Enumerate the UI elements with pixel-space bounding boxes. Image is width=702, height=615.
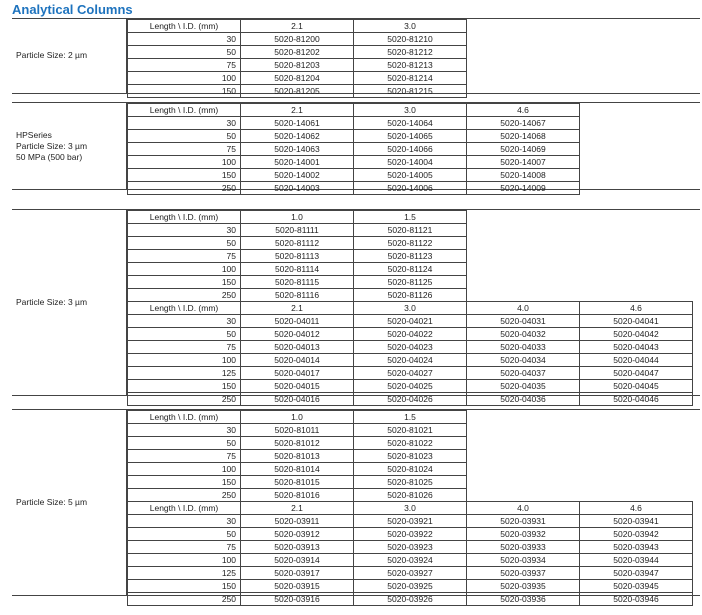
table-row [128, 143, 693, 156]
part-number-cell: 5020-04033 [467, 341, 580, 354]
part-number-cell: 5020-03936 [467, 593, 580, 606]
id-header: 2.1 [241, 20, 354, 33]
part-number-cell: 5020-81016 [241, 489, 354, 502]
part-number-cell: 5020-81023 [354, 450, 467, 463]
part-number-cell: 5020-81116 [241, 289, 354, 302]
part-number-cell: 5020-04013 [241, 341, 354, 354]
table-row [128, 250, 693, 263]
length-cell: 75 [128, 450, 241, 463]
length-cell: 50 [128, 130, 241, 143]
length-cell: 30 [128, 33, 241, 46]
table-row [128, 72, 693, 85]
header-row [128, 211, 693, 224]
table-section [12, 18, 700, 94]
part-number-cell: 5020-81025 [354, 476, 467, 489]
part-number-cell: 5020-04032 [467, 328, 580, 341]
part-number-cell: 5020-04016 [241, 393, 354, 406]
part-number-cell: 5020-14003 [241, 182, 354, 195]
part-number-cell: 5020-03915 [241, 580, 354, 593]
section-label-cell [12, 19, 127, 93]
length-cell: 75 [128, 541, 241, 554]
empty-cell [580, 237, 693, 250]
part-number-cell: 5020-81012 [241, 437, 354, 450]
part-number-cell: 5020-03922 [354, 528, 467, 541]
section-label-line: HPSeries [16, 129, 52, 140]
length-id-header: Length \ I.D. (mm) [128, 411, 241, 424]
part-number-cell: 5020-04023 [354, 341, 467, 354]
part-number-cell: 5020-81203 [241, 59, 354, 72]
part-number-cell: 5020-14066 [354, 143, 467, 156]
table-row [128, 341, 693, 354]
part-number-cell: 5020-81204 [241, 72, 354, 85]
part-number-cell: 5020-81121 [354, 224, 467, 237]
id-header: 2.1 [241, 104, 354, 117]
table-row [128, 33, 693, 46]
table-row [128, 224, 693, 237]
length-cell: 30 [128, 515, 241, 528]
part-number-cell: 5020-04046 [580, 393, 693, 406]
part-number-cell: 5020-03933 [467, 541, 580, 554]
part-number-cell: 5020-04025 [354, 380, 467, 393]
length-cell: 250 [128, 289, 241, 302]
length-id-header: Length \ I.D. (mm) [128, 211, 241, 224]
empty-cell [467, 476, 580, 489]
id-header: 3.0 [354, 20, 467, 33]
header-row [128, 302, 693, 315]
table-row [128, 450, 693, 463]
section-label-line: Particle Size: 3 µm [16, 140, 88, 151]
empty-cell [467, 489, 580, 502]
empty-cell [580, 437, 693, 450]
part-number-cell: 5020-03942 [580, 528, 693, 541]
table-row [128, 263, 693, 276]
empty-cell [580, 85, 693, 98]
section-label-line: 50 MPa (500 bar) [16, 151, 83, 162]
part-number-cell: 5020-04014 [241, 354, 354, 367]
table-row [128, 437, 693, 450]
length-cell: 75 [128, 143, 241, 156]
empty-cell [580, 156, 693, 169]
part-number-cell: 5020-03912 [241, 528, 354, 541]
length-cell: 100 [128, 354, 241, 367]
part-number-cell: 5020-04036 [467, 393, 580, 406]
id-header: 4.6 [467, 104, 580, 117]
id-header: 1.0 [241, 211, 354, 224]
empty-cell [580, 276, 693, 289]
header-row [128, 20, 693, 33]
id-header: 2.1 [241, 502, 354, 515]
empty-cell [467, 289, 580, 302]
part-number-cell: 5020-14002 [241, 169, 354, 182]
part-number-cell: 5020-03926 [354, 593, 467, 606]
length-cell: 50 [128, 528, 241, 541]
empty-cell [580, 59, 693, 72]
part-number-cell: 5020-04047 [580, 367, 693, 380]
section-label [16, 297, 87, 308]
part-number-cell: 5020-81212 [354, 46, 467, 59]
part-number-cell: 5020-14004 [354, 156, 467, 169]
part-number-cell: 5020-04044 [580, 354, 693, 367]
empty-cell [580, 46, 693, 59]
length-id-header: Length \ I.D. (mm) [128, 302, 241, 315]
part-number-cell: 5020-81202 [241, 46, 354, 59]
part-number-cell: 5020-14001 [241, 156, 354, 169]
part-number-cell: 5020-03917 [241, 567, 354, 580]
empty-cell [580, 20, 693, 33]
id-header: 3.0 [354, 502, 467, 515]
table-row [128, 59, 693, 72]
empty-cell [580, 117, 693, 130]
empty-cell [580, 104, 693, 117]
empty-cell [467, 463, 580, 476]
id-header: 3.0 [354, 104, 467, 117]
table-row [128, 476, 693, 489]
part-number-cell: 5020-81011 [241, 424, 354, 437]
part-number-cell: 5020-81112 [241, 237, 354, 250]
table-row [128, 489, 693, 502]
table-row [128, 593, 693, 606]
part-number-cell: 5020-14009 [467, 182, 580, 195]
page-title: Analytical Columns [12, 2, 133, 17]
id-header: 3.0 [354, 302, 467, 315]
table-row [128, 289, 693, 302]
length-cell: 50 [128, 437, 241, 450]
empty-cell [580, 463, 693, 476]
length-cell: 150 [128, 169, 241, 182]
length-cell: 125 [128, 367, 241, 380]
length-cell: 150 [128, 276, 241, 289]
length-cell: 30 [128, 315, 241, 328]
table-row [128, 169, 693, 182]
empty-cell [467, 33, 580, 46]
part-number-cell: 5020-04012 [241, 328, 354, 341]
table-row [128, 367, 693, 380]
part-number-cell: 5020-03937 [467, 567, 580, 580]
empty-cell [467, 437, 580, 450]
part-number-cell: 5020-04037 [467, 367, 580, 380]
length-cell: 75 [128, 250, 241, 263]
table-row [128, 117, 693, 130]
empty-cell [580, 450, 693, 463]
part-number-cell: 5020-14065 [354, 130, 467, 143]
id-header: 2.1 [241, 302, 354, 315]
section-label-line: Particle Size: 3 µm [16, 296, 88, 307]
length-cell: 150 [128, 85, 241, 98]
empty-cell [580, 130, 693, 143]
length-cell: 100 [128, 554, 241, 567]
part-number-cell: 5020-81126 [354, 289, 467, 302]
part-number-cell: 5020-03925 [354, 580, 467, 593]
length-cell: 50 [128, 328, 241, 341]
header-row [128, 502, 693, 515]
section-label-cell [12, 410, 127, 595]
part-number-cell: 5020-04031 [467, 315, 580, 328]
part-number-cell: 5020-03911 [241, 515, 354, 528]
part-number-cell: 5020-04045 [580, 380, 693, 393]
empty-cell [467, 424, 580, 437]
empty-cell [580, 489, 693, 502]
empty-cell [467, 263, 580, 276]
length-cell: 50 [128, 237, 241, 250]
part-number-cell: 5020-81210 [354, 33, 467, 46]
length-cell: 250 [128, 593, 241, 606]
empty-cell [580, 169, 693, 182]
part-number-cell: 5020-04034 [467, 354, 580, 367]
empty-cell [580, 72, 693, 85]
header-row [128, 411, 693, 424]
length-cell: 125 [128, 567, 241, 580]
table-row [128, 276, 693, 289]
part-number-cell: 5020-04041 [580, 315, 693, 328]
part-number-cell: 5020-81124 [354, 263, 467, 276]
empty-cell [580, 224, 693, 237]
empty-cell [467, 450, 580, 463]
part-number-cell: 5020-03913 [241, 541, 354, 554]
empty-cell [467, 72, 580, 85]
empty-cell [580, 424, 693, 437]
section-label [16, 50, 87, 61]
part-number-table [127, 19, 693, 98]
part-number-cell: 5020-04043 [580, 341, 693, 354]
length-id-header: Length \ I.D. (mm) [128, 104, 241, 117]
empty-cell [580, 263, 693, 276]
empty-cell [467, 224, 580, 237]
id-header: 4.0 [467, 302, 580, 315]
empty-cell [467, 276, 580, 289]
part-number-cell: 5020-14008 [467, 169, 580, 182]
id-header: 4.0 [467, 502, 580, 515]
part-number-cell: 5020-81123 [354, 250, 467, 263]
part-number-cell: 5020-03941 [580, 515, 693, 528]
part-number-cell: 5020-03921 [354, 515, 467, 528]
length-cell: 250 [128, 182, 241, 195]
length-cell: 250 [128, 489, 241, 502]
table-row [128, 528, 693, 541]
empty-cell [467, 59, 580, 72]
part-number-cell: 5020-81021 [354, 424, 467, 437]
part-number-cell: 5020-03924 [354, 554, 467, 567]
id-header: 1.0 [241, 411, 354, 424]
part-number-cell: 5020-81026 [354, 489, 467, 502]
part-number-cell: 5020-81200 [241, 33, 354, 46]
part-number-cell: 5020-14068 [467, 130, 580, 143]
part-number-table [127, 210, 693, 406]
table-row [128, 554, 693, 567]
table-row [128, 328, 693, 341]
table-row [128, 46, 693, 59]
length-cell: 100 [128, 156, 241, 169]
section-label-cell [12, 210, 127, 395]
table-row [128, 580, 693, 593]
id-header: 1.5 [354, 411, 467, 424]
part-number-cell: 5020-14007 [467, 156, 580, 169]
empty-cell [580, 411, 693, 424]
length-id-header: Length \ I.D. (mm) [128, 20, 241, 33]
part-number-cell: 5020-81115 [241, 276, 354, 289]
part-number-cell: 5020-14005 [354, 169, 467, 182]
empty-cell [580, 143, 693, 156]
table-row [128, 515, 693, 528]
table-row [128, 85, 693, 98]
part-number-cell: 5020-04035 [467, 380, 580, 393]
empty-cell [580, 476, 693, 489]
part-number-cell: 5020-04017 [241, 367, 354, 380]
section-label [16, 130, 87, 163]
length-cell: 30 [128, 117, 241, 130]
table-row [128, 156, 693, 169]
part-number-cell: 5020-81215 [354, 85, 467, 98]
part-number-cell: 5020-03935 [467, 580, 580, 593]
empty-cell [467, 250, 580, 263]
part-number-cell: 5020-03943 [580, 541, 693, 554]
empty-cell [580, 33, 693, 46]
part-number-cell: 5020-03931 [467, 515, 580, 528]
length-cell: 30 [128, 424, 241, 437]
part-number-cell: 5020-14063 [241, 143, 354, 156]
part-number-cell: 5020-04027 [354, 367, 467, 380]
part-number-cell: 5020-81111 [241, 224, 354, 237]
table-row [128, 130, 693, 143]
part-number-cell: 5020-81125 [354, 276, 467, 289]
table-section [12, 409, 700, 604]
part-number-cell: 5020-14061 [241, 117, 354, 130]
length-cell: 100 [128, 72, 241, 85]
table-row [128, 315, 693, 328]
table-section [12, 209, 700, 404]
length-cell: 50 [128, 46, 241, 59]
header-row [128, 104, 693, 117]
id-header: 4.6 [580, 502, 693, 515]
section-label [16, 497, 87, 508]
part-number-cell: 5020-03945 [580, 580, 693, 593]
part-number-cell: 5020-81024 [354, 463, 467, 476]
part-number-table [127, 410, 693, 606]
empty-cell [580, 289, 693, 302]
table-row [128, 182, 693, 195]
part-number-cell: 5020-81214 [354, 72, 467, 85]
part-number-cell: 5020-04026 [354, 393, 467, 406]
part-number-cell: 5020-04011 [241, 315, 354, 328]
empty-cell [467, 411, 580, 424]
part-number-cell: 5020-04021 [354, 315, 467, 328]
part-number-cell: 5020-03944 [580, 554, 693, 567]
section-label-line: Particle Size: 2 µm [16, 50, 88, 61]
part-number-cell: 5020-03947 [580, 567, 693, 580]
table-row [128, 237, 693, 250]
length-cell: 75 [128, 59, 241, 72]
table-row [128, 354, 693, 367]
empty-cell [580, 211, 693, 224]
part-number-cell: 5020-81122 [354, 237, 467, 250]
table-section [12, 102, 700, 193]
section-label-line: Particle Size: 5 µm [16, 496, 88, 507]
length-cell: 150 [128, 580, 241, 593]
part-number-cell: 5020-14062 [241, 130, 354, 143]
section-label-cell [12, 103, 127, 189]
part-number-cell: 5020-14006 [354, 182, 467, 195]
length-cell: 250 [128, 393, 241, 406]
part-number-cell: 5020-03932 [467, 528, 580, 541]
part-number-cell: 5020-81213 [354, 59, 467, 72]
part-number-cell: 5020-03934 [467, 554, 580, 567]
empty-cell [467, 85, 580, 98]
part-number-cell: 5020-14064 [354, 117, 467, 130]
empty-cell [467, 237, 580, 250]
length-cell: 75 [128, 341, 241, 354]
table-row [128, 380, 693, 393]
empty-cell [580, 182, 693, 195]
length-cell: 150 [128, 476, 241, 489]
empty-cell [467, 20, 580, 33]
table-row [128, 424, 693, 437]
part-number-cell: 5020-03914 [241, 554, 354, 567]
table-row [128, 567, 693, 580]
empty-cell [467, 211, 580, 224]
part-number-cell: 5020-81014 [241, 463, 354, 476]
empty-cell [467, 46, 580, 59]
part-number-cell: 5020-03916 [241, 593, 354, 606]
part-number-cell: 5020-03927 [354, 567, 467, 580]
id-header: 4.6 [580, 302, 693, 315]
part-number-cell: 5020-14069 [467, 143, 580, 156]
table-row [128, 393, 693, 406]
part-number-cell: 5020-04042 [580, 328, 693, 341]
id-header: 1.5 [354, 211, 467, 224]
length-cell: 30 [128, 224, 241, 237]
part-number-cell: 5020-81114 [241, 263, 354, 276]
part-number-cell: 5020-03946 [580, 593, 693, 606]
part-number-cell: 5020-03923 [354, 541, 467, 554]
length-cell: 100 [128, 463, 241, 476]
part-number-cell: 5020-81113 [241, 250, 354, 263]
part-number-cell: 5020-81022 [354, 437, 467, 450]
part-number-cell: 5020-81013 [241, 450, 354, 463]
part-number-cell: 5020-04024 [354, 354, 467, 367]
part-number-table [127, 103, 693, 195]
part-number-cell: 5020-81015 [241, 476, 354, 489]
length-cell: 100 [128, 263, 241, 276]
length-id-header: Length \ I.D. (mm) [128, 502, 241, 515]
part-number-cell: 5020-04015 [241, 380, 354, 393]
part-number-cell: 5020-14067 [467, 117, 580, 130]
part-number-cell: 5020-81205 [241, 85, 354, 98]
empty-cell [580, 250, 693, 263]
table-row [128, 463, 693, 476]
length-cell: 150 [128, 380, 241, 393]
table-row [128, 541, 693, 554]
part-number-cell: 5020-04022 [354, 328, 467, 341]
